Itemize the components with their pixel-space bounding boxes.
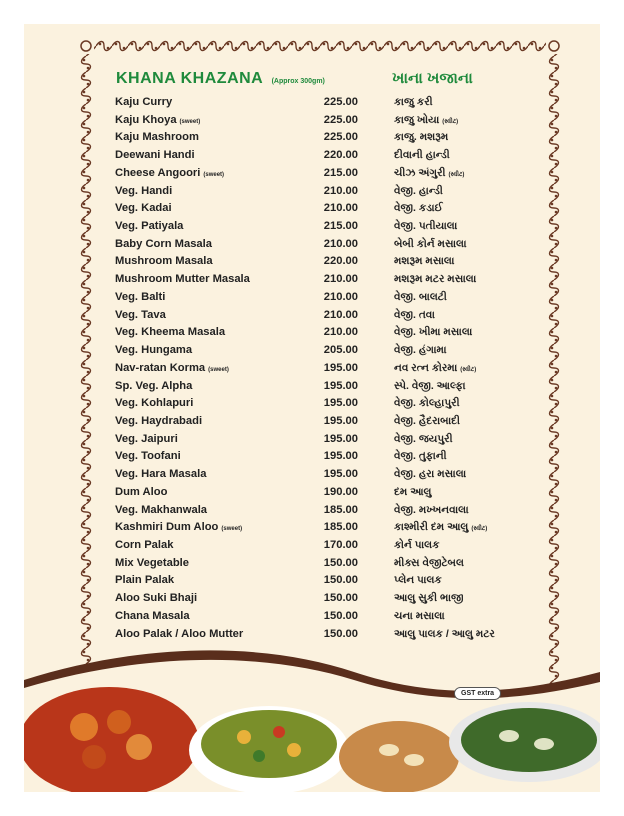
- menu-item-price: 225.00: [323, 131, 358, 144]
- menu-item-row: [24, 342, 600, 360]
- menu-item-price: 215.00: [323, 220, 358, 233]
- menu-item-name: [115, 202, 172, 214]
- menu-item-gujarati-text: વેજી. તુફાની: [394, 450, 447, 463]
- menu-item-note: (sweet): [208, 366, 229, 373]
- menu-item-row: [24, 502, 600, 520]
- menu-item-note: (sweet): [221, 526, 243, 533]
- menu-item-name-text: Aloo Suki Bhaji: [115, 592, 198, 605]
- menu-item-row: [24, 200, 600, 218]
- menu-item-name-text: Kashmiri Dum Aloo: [115, 521, 219, 534]
- menu-item-price: 190.00: [323, 485, 358, 498]
- menu-item-name-text: Kaju Curry: [115, 96, 173, 108]
- dish-photo-mix-vegetable: [189, 706, 349, 792]
- menu-item-name: [115, 486, 167, 498]
- menu-item-price: 195.00: [323, 414, 358, 427]
- menu-item-name: [115, 220, 183, 232]
- dish-photo-korma: [339, 721, 459, 792]
- menu-item-row: [24, 395, 600, 413]
- menu-item-row: [24, 165, 600, 183]
- menu-item-row: [24, 484, 600, 502]
- menu-item-gujarati: [394, 202, 443, 215]
- menu-item-row: [24, 129, 600, 147]
- menu-item-price: 195.00: [323, 379, 358, 392]
- menu-item-name: [115, 167, 224, 179]
- menu-item-gujarati: [394, 309, 435, 322]
- menu-item-price: 150.00: [323, 627, 358, 640]
- menu-item-name: [115, 149, 195, 161]
- menu-item-row: [24, 413, 600, 431]
- menu-item-price: 210.00: [323, 237, 358, 250]
- menu-item-price: 150.00: [323, 556, 358, 569]
- menu-item-gujarati-text: વેજી. તવા: [394, 308, 435, 321]
- menu-item-name: [115, 238, 212, 250]
- menu-item-price: 195.00: [323, 468, 358, 481]
- menu-item-gujarati: [394, 96, 433, 109]
- menu-item-name: [115, 131, 199, 143]
- menu-item-gujarati: [394, 592, 463, 605]
- menu-item-gujarati-note: (સ્વીટ): [471, 526, 488, 533]
- menu-item-row: [24, 590, 600, 608]
- menu-item-gujarati-text: વેજી. મખ્ખનવાલા: [394, 503, 469, 516]
- menu-item-gujarati-text: નવ રત્ન કોરમા: [394, 361, 458, 374]
- menu-item-price: 225.00: [323, 113, 358, 126]
- menu-item-name: [115, 610, 190, 622]
- menu-item-name: [115, 592, 197, 604]
- menu-item-row: [24, 147, 600, 165]
- menu-item-row: [24, 466, 600, 484]
- menu-item-name-text: Mushroom Mutter Masala: [115, 273, 250, 286]
- menu-item-name: [115, 433, 178, 445]
- menu-item-name-text: Kaju Khoya: [115, 113, 177, 126]
- menu-item-name: [115, 96, 172, 108]
- menu-item-row: [24, 94, 600, 112]
- menu-item-gujarati: [394, 557, 464, 570]
- menu-item-name-text: Chana Masala: [115, 609, 190, 622]
- menu-item-name-text: Dum Aloo: [115, 485, 168, 498]
- menu-item-row: [24, 360, 600, 378]
- menu-item-name: [115, 114, 200, 126]
- menu-item-price: 210.00: [323, 290, 358, 303]
- menu-item-name-text: Corn Palak: [115, 538, 174, 551]
- menu-item-gujarati-text: ચના મસાલા: [394, 609, 445, 622]
- menu-item-price: 210.00: [323, 202, 358, 215]
- menu-item-row: [24, 378, 600, 396]
- menu-item-gujarati: [394, 220, 457, 233]
- menu-item-name: [115, 415, 202, 427]
- menu-item-name-text: Mix Vegetable: [115, 556, 189, 569]
- menu-item-note: (sweet): [203, 171, 225, 178]
- menu-item-name: [115, 309, 166, 321]
- menu-item-name-text: Veg. Kohlapuri: [115, 397, 194, 410]
- menu-item-name: [115, 450, 181, 462]
- menu-item-gujarati-text: વેજી. ખીમા મસાલા: [394, 326, 473, 339]
- menu-item-name-text: Aloo Palak / Aloo Mutter: [115, 627, 244, 640]
- menu-item-gujarati-text: કાજુ કરી: [394, 96, 433, 108]
- gst-badge: GST extra: [454, 687, 501, 700]
- menu-item-gujarati: [394, 273, 476, 286]
- menu-item-row: [24, 519, 600, 537]
- menu-item-price: 220.00: [323, 255, 358, 268]
- menu-item-price: 195.00: [323, 450, 358, 463]
- menu-item-gujarati-text: કોર્ન પાલક: [394, 538, 440, 551]
- menu-item-name: [115, 291, 165, 303]
- menu-item-name-text: Deewani Handi: [115, 149, 195, 162]
- menu-item-gujarati-text: વેજી. જયપુરી: [394, 432, 453, 445]
- menu-item-name-text: Kaju Mashroom: [115, 131, 199, 144]
- menu-item-gujarati: [394, 380, 466, 393]
- menu-item-name-text: Nav-ratan Korma: [115, 361, 206, 374]
- menu-item-name-text: Veg. Makhanwala: [115, 503, 208, 516]
- menu-item-name-text: Cheese Angoori: [115, 166, 201, 179]
- menu-item-row: [24, 431, 600, 449]
- menu-item-gujarati-text: વેજી. બાલટી: [394, 290, 447, 303]
- menu-item-name-text: Sp. Veg. Alpha: [115, 379, 193, 392]
- portion-qualifier: (Approx 300gm): [271, 78, 325, 85]
- menu-item-name: [115, 397, 193, 409]
- menu-item-note: (sweet): [179, 118, 201, 125]
- menu-item-name: [115, 521, 242, 533]
- menu-item-price: 225.00: [323, 96, 358, 108]
- menu-item-gujarati-text: પ્લેન પાલક: [394, 574, 442, 587]
- menu-item-gujarati: [394, 149, 450, 162]
- section-title-text: KHANA KHAZANA: [116, 70, 263, 87]
- menu-item-name: [115, 362, 229, 374]
- menu-item-name: [115, 326, 225, 338]
- menu-item-name-text: Veg. Haydrabadi: [115, 414, 203, 427]
- menu-item-name-text: Plain Palak: [115, 574, 175, 587]
- menu-item-name-text: Veg. Hara Masala: [115, 468, 207, 481]
- menu-item-name-text: Veg. Tava: [115, 308, 166, 321]
- menu-item-name: [115, 273, 250, 285]
- menu-item-name: [115, 539, 173, 551]
- menu-item-row: [24, 608, 600, 626]
- menu-item-gujarati-text: વેજી. હૈદરાબાદી: [394, 414, 461, 427]
- menu-item-gujarati: [394, 486, 432, 499]
- menu-item-name-text: Baby Corn Masala: [115, 237, 212, 250]
- menu-item-name-text: Veg. Kheema Masala: [115, 326, 226, 339]
- menu-item-name-text: Veg. Jaipuri: [115, 432, 178, 445]
- menu-item-name: [115, 468, 206, 480]
- menu-item-name-text: Veg. Balti: [115, 290, 166, 303]
- menu-item-gujarati: [394, 397, 460, 410]
- menu-item-gujarati: [394, 415, 460, 428]
- menu-item-gujarati: [394, 468, 466, 481]
- menu-item-row: [24, 271, 600, 289]
- menu-item-gujarati: [394, 574, 442, 587]
- menu-item-row: [24, 112, 600, 130]
- menu-item-gujarati-text: વેજી. પતીયાલા: [394, 220, 458, 233]
- menu-item-name: [115, 504, 207, 516]
- menu-item-price: 150.00: [323, 574, 358, 587]
- menu-item-gujarati-text: મીક્સ વેજીટેબલ: [394, 556, 464, 569]
- menu-item-price: 210.00: [323, 308, 358, 321]
- menu-item-price: 220.00: [323, 149, 358, 162]
- menu-item-row: [24, 236, 600, 254]
- menu-item-price: 195.00: [323, 397, 358, 410]
- menu-item-name-text: Mushroom Masala: [115, 255, 213, 268]
- menu-item-name-text: Veg. Patiyala: [115, 220, 184, 233]
- menu-item-gujarati-text: ચીઝ અંગુરી: [394, 166, 446, 179]
- menu-item-name-text: Veg. Hungama: [115, 344, 193, 357]
- menu-item-gujarati: [394, 610, 445, 623]
- menu-item-name: [115, 344, 192, 356]
- menu-item-gujarati-text: દીવાની હાન્ડી: [394, 149, 450, 162]
- menu-item-gujarati-text: કાજુ. મશરૂમ: [394, 131, 449, 144]
- menu-item-gujarati: [394, 255, 454, 268]
- menu-item-row: [24, 324, 600, 342]
- menu-item-gujarati-text: કાજુ ખોયા: [394, 113, 440, 126]
- menu-item-row: [24, 289, 600, 307]
- menu-item-gujarati-text: બેબી કોર્ન મસાલા: [394, 237, 467, 250]
- menu-item-name: [115, 574, 174, 586]
- menu-item-price: 215.00: [323, 166, 358, 179]
- menu-item-gujarati: [394, 326, 472, 339]
- menu-item-name-text: Veg. Kadai: [115, 202, 172, 215]
- menu-item-gujarati-text: વેજી. કોલ્હાપુરી: [394, 397, 460, 410]
- menu-item-gujarati-note: (સ્વીટ): [448, 171, 465, 178]
- menu-item-price: 210.00: [323, 184, 358, 197]
- menu-item-price: 195.00: [323, 432, 358, 445]
- menu-item-gujarati-note: (સ્વીટ): [460, 366, 477, 373]
- menu-item-gujarati: [394, 539, 440, 552]
- menu-item-price: 205.00: [323, 344, 358, 357]
- menu-item-name: [115, 557, 189, 569]
- menu-item-gujarati-text: મશરૂમ મસાલા: [394, 255, 455, 268]
- menu-item-gujarati-text: સ્પે. વેજી. આલ્ફા: [394, 379, 466, 392]
- menu-item-row: [24, 307, 600, 325]
- menu-item-name-text: Veg. Handi: [115, 184, 173, 197]
- menu-item-gujarati: [394, 291, 447, 304]
- menu-item-row: [24, 572, 600, 590]
- menu-item-gujarati-text: મશરૂમ મટર મસાલા: [394, 273, 477, 286]
- menu-item-price: 170.00: [323, 538, 358, 551]
- menu-item-gujarati: [394, 521, 487, 534]
- menu-item-gujarati: [394, 114, 458, 127]
- menu-item-gujarati: [394, 131, 448, 144]
- menu-item-gujarati-note: (સ્વીટ): [442, 118, 459, 125]
- menu-item-name: [115, 185, 172, 197]
- menu-item-price: 150.00: [323, 592, 358, 605]
- menu-item-gujarati: [394, 185, 443, 198]
- menu-item-name-text: Veg. Toofani: [115, 450, 181, 463]
- menu-item-price: 210.00: [323, 326, 358, 339]
- menu-item-gujarati: [394, 433, 453, 446]
- menu-page: [24, 24, 600, 792]
- menu-item-row: [24, 537, 600, 555]
- menu-item-gujarati-text: વેજી. હાન્ડી: [394, 184, 443, 197]
- menu-item-gujarati-text: વેજી. હંગામા: [394, 344, 447, 357]
- menu-item-price: 195.00: [323, 361, 358, 374]
- menu-item-gujarati: [394, 450, 447, 463]
- menu-item-gujarati-text: કાશ્મીરી દમ આલુ: [394, 521, 469, 534]
- menu-list: [24, 94, 600, 643]
- menu-item-gujarati-text: વેજી. હરા મસાલા: [394, 468, 467, 481]
- menu-item-row: [24, 448, 600, 466]
- menu-item-row: [24, 253, 600, 271]
- menu-item-gujarati: [394, 362, 476, 375]
- menu-item-gujarati: [394, 167, 464, 180]
- menu-item-name: [115, 380, 192, 392]
- menu-item-row: [24, 555, 600, 573]
- menu-item-gujarati-text: આલુ સુકી ભાજી: [394, 592, 464, 605]
- menu-item-price: 185.00: [323, 521, 358, 534]
- food-photo-banner: [24, 632, 600, 792]
- menu-item-name: [115, 255, 213, 267]
- menu-item-price: 210.00: [323, 273, 358, 286]
- menu-item-gujarati: [394, 344, 447, 357]
- menu-item-gujarati: [394, 238, 467, 251]
- menu-item-price: 185.00: [323, 503, 358, 516]
- menu-item-gujarati-text: આલુ પાલક / આલુ મટર: [394, 627, 495, 640]
- menu-item-gujarati-text: દમ આલુ: [394, 485, 432, 498]
- section-title-gujarati: ખાના ખજાના: [392, 70, 473, 87]
- menu-item-row: [24, 183, 600, 201]
- menu-item-price: 150.00: [323, 609, 358, 622]
- menu-item-row: [24, 218, 600, 236]
- section-title: [116, 70, 325, 88]
- menu-item-gujarati: [394, 504, 469, 517]
- menu-item-gujarati-text: વેજી. કડાઈ: [394, 202, 443, 215]
